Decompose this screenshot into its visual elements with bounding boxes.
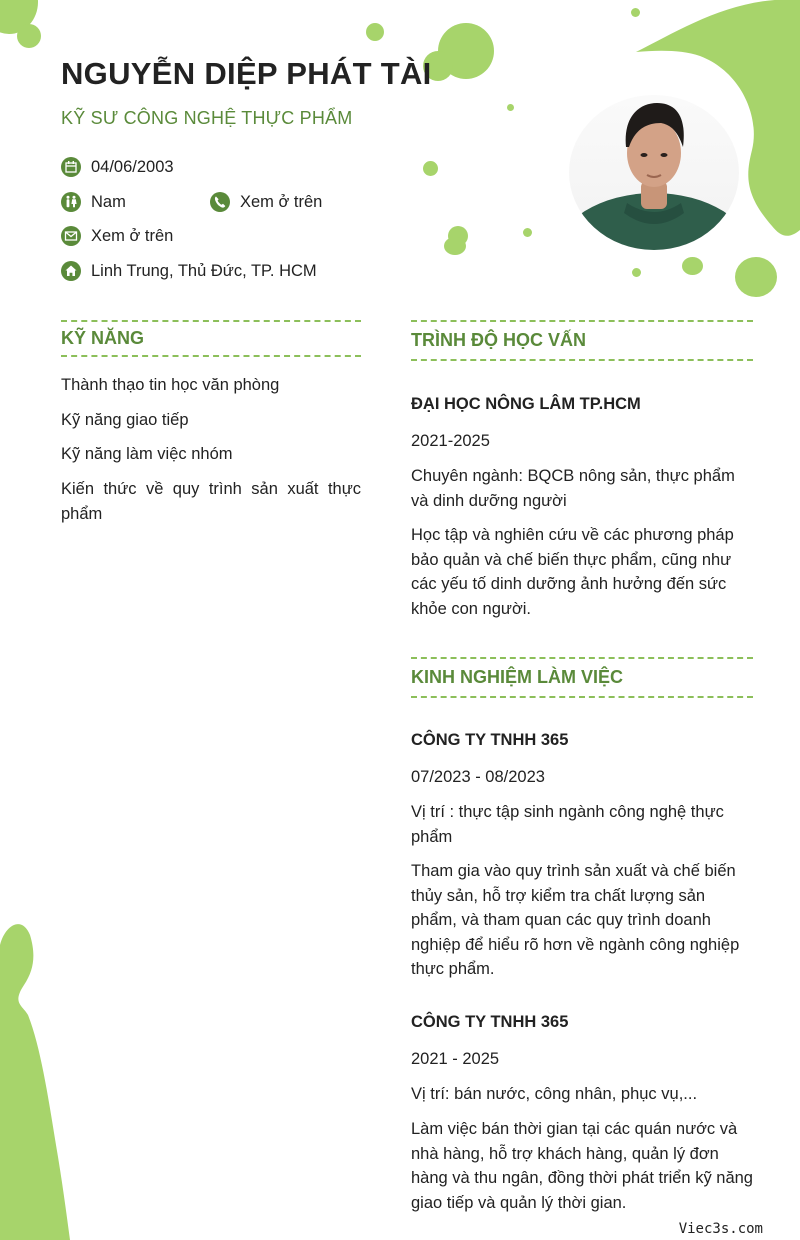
job-title: KỸ SƯ CÔNG NGHỆ THỰC PHẨM [61,108,353,128]
job-position: Vị trí: bán nước, công nhân, phục vụ,... [411,1085,698,1103]
dob-row [61,157,174,177]
job-description: Làm việc bán thời gian tại các quán nước và nhà hàng, hỗ trợ khách hàng, quản lý đơn hàng và thu ngân, đồng thời phát triển kỹ năng giao tiếp và quản lý thời gian. [411,1120,753,1212]
calendar-icon [61,157,81,177]
education-major: Chuyên ngành: BQCB nông sản, thực phẩm và dinh dưỡng người [411,467,735,510]
job-company: CÔNG TY TNHH 365 [411,1013,569,1031]
footer-brand: Viec3s.com [678,1221,763,1237]
phone-value: Xem ở trên [240,192,323,211]
skill-item: Kỹ năng làm việc nhóm [61,445,233,463]
education-school: ĐẠI HỌC NÔNG LÂM TP.HCM [411,395,641,413]
candidate-name: NGUYỄN DIỆP PHÁT TÀI [61,56,432,91]
phone-row [210,192,322,212]
job-period: 2021 - 2025 [411,1050,500,1068]
gender-icon [61,192,81,212]
dob-value: 04/06/2003 [91,157,174,176]
job-period: 07/2023 - 08/2023 [411,768,545,786]
decor-dot [507,104,514,111]
decor-dot [682,257,703,275]
job-position: Vị trí : thực tập sinh ngành công nghệ thực phẩm [411,803,724,846]
email-value: Xem ở trên [91,226,174,245]
education-heading: TRÌNH ĐỘ HỌC VẤN [411,320,753,361]
address-row [61,261,317,281]
decor-dot [735,257,777,297]
job-company: CÔNG TY TNHH 365 [411,731,569,749]
address-value: Linh Trung, Thủ Đức, TP. HCM [91,261,317,280]
experience-heading: KINH NGHIỆM LÀM VIỆC [411,657,753,698]
decor-dot [366,23,384,41]
home-icon [61,261,81,281]
skill-item: Kiến thức về quy trình sản xuất thực phẩm [61,480,361,523]
decor-dot [632,268,641,277]
skill-item: Thành thạo tin học văn phòng [61,376,280,394]
skills-heading: KỸ NĂNG [61,320,361,357]
gender-row [61,192,126,212]
job-description: Tham gia vào quy trình sản xuất và chế biến thủy sản, hỗ trợ kiểm tra chất lượng sản phẩm, và tham quan các quy trình doanh nghiệp để hiểu rõ hơn về ngành công nghiệp thực phẩm. [411,862,740,978]
decor-dot [17,24,41,48]
gender-value: Nam [91,192,126,211]
decor-dot [444,237,466,255]
decor-dot [523,228,532,237]
decor-dot [423,161,438,176]
phone-icon [210,192,230,212]
education-period: 2021-2025 [411,432,490,450]
email-row [61,226,173,246]
decor-blob-bottomleft [0,915,75,1240]
education-description: Học tập và nghiên cứu về các phương pháp bảo quản và chế biến thực phẩm, cũng như các yếu tố dinh dưỡng ảnh hưởng đến sức khỏe con người. [411,526,734,618]
email-icon [61,226,81,246]
profile-photo [569,95,739,250]
skill-item: Kỹ năng giao tiếp [61,411,189,429]
